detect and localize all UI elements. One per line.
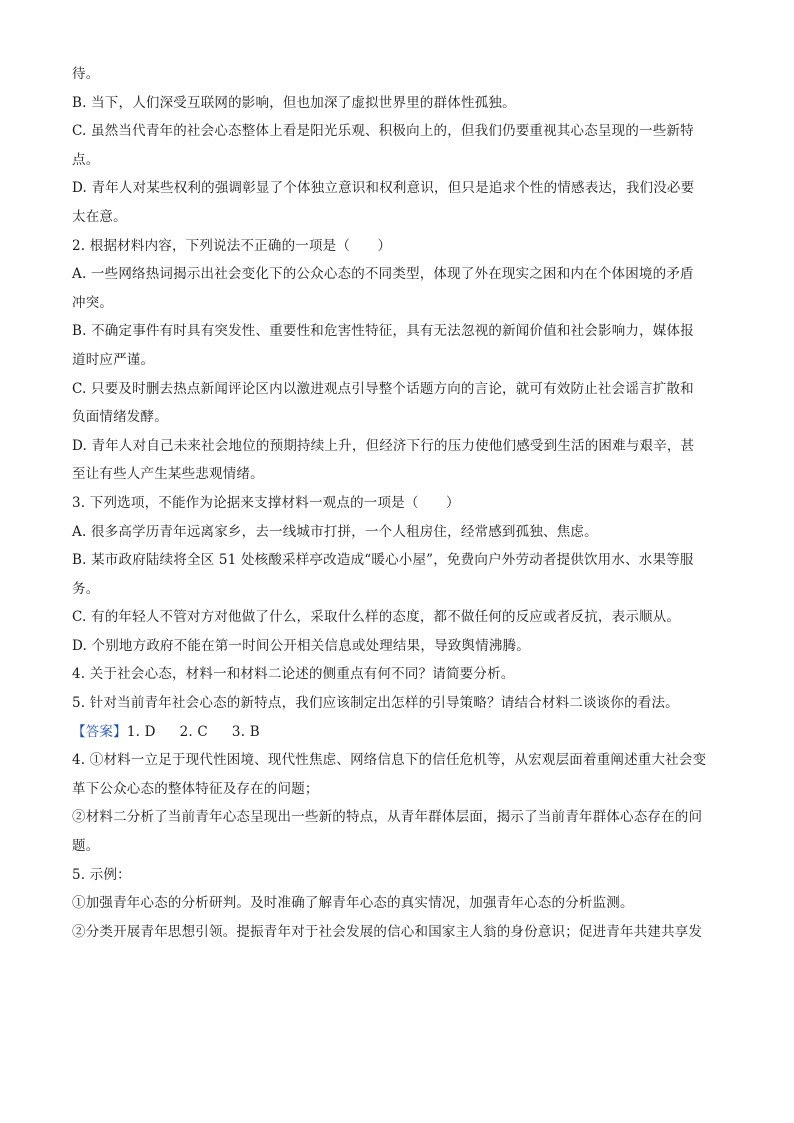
document-page <box>72 60 722 946</box>
option-b: B. 不确定事件有时具有突发性、重要性和危害性特征，具有无法忽视的新闻价值和社会影响力，媒体报 <box>72 323 694 340</box>
option-c: C. 只要及时删去热点新闻评论区内以激进观点引导整个话题方向的言论，就可有效防止社会谣言扩散和 <box>72 380 694 397</box>
text-line: 革下公众心态的整体特征及存在的问题； <box>72 780 319 797</box>
question-4: 4. 关于社会心态，材料一和材料二论述的侧重点有何不同？请简要分析。 <box>72 666 515 683</box>
answer-item: 1. D <box>126 723 156 740</box>
option-d: D. 青年人对某些权利的强调彰显了个体独立意识和权利意识，但只是追求个性的情感表达，我们没必要 <box>72 180 695 197</box>
text-line: 待。 <box>72 66 100 82</box>
option-a: A. 一些网络热词揭示出社会变化下的公众心态的不同类型，体现了外在现实之困和内在个体困境的矛盾 <box>72 266 694 283</box>
text-line: 至让有些人产生某些悲观情绪。 <box>72 466 264 483</box>
answer-5-point-2: ②分类开展青年思想引领。提振青年对于社会发展的信心和国家主人翁的身份意识；促进青年共建共享发 <box>72 923 703 940</box>
text-line: 道时应严谨。 <box>72 351 155 368</box>
text-line: 务。 <box>72 580 100 597</box>
text-line: 冲突。 <box>72 294 114 311</box>
answer-5-heading: 5. 示例： <box>72 866 131 883</box>
text-line: 点。 <box>72 151 100 168</box>
answer-item: 3. B <box>231 723 260 740</box>
answer-4-part-2: ②材料二分析了当前青年心态呈现出一些新的特点，从青年群体层面，揭示了当前青年群体心态存在的问 <box>72 809 703 826</box>
answer-5-point-1: ①加强青年心态的分析研判。及时准确了解青年心态的真实情况，加强青年心态的分析监测。 <box>72 895 634 912</box>
option-b: B. 某市政府陆续将全区 51 处核酸采样亭改造成“暖心小屋”，免费向户外劳动者提供饮用水、水果等服 <box>72 552 694 569</box>
answer-item: 2. C <box>179 723 208 740</box>
option-a: A. 很多高学历青年远离家乡，去一线城市打拼，一个人租房住，经常感到孤独、焦虑。 <box>72 523 598 540</box>
option-c: C. 虽然当代青年的社会心态整体上看是阳光乐观、积极向上的，但我们仍要重视其心态呈现的一些新特 <box>72 123 694 140</box>
text-line: 题。 <box>72 838 100 855</box>
text-line: 负面情绪发酵。 <box>72 409 168 426</box>
answer-tag: 【答案】 <box>72 723 127 740</box>
answer-4-part-1: 4. ①材料一立足于现代性困境、现代性焦虑、网络信息下的信任危机等，从宏观层面着重阐述重大社会变 <box>72 752 707 769</box>
option-b: B. 当下，人们深受互联网的影响，但也加深了虚拟世界里的群体性孤独。 <box>72 94 516 111</box>
option-d: D. 青年人对自己未来社会地位的预期持续上升，但经济下行的压力使他们感受到生活的困难与艰辛，甚 <box>72 437 695 454</box>
question-3: 3. 下列选项，不能作为论据来支撑材料一观点的一项是（ ） <box>72 494 460 511</box>
answer-line <box>72 718 722 747</box>
option-c: C. 有的年轻人不管对方对他做了什么，采取什么样的态度，都不做任何的反应或者反抗，表示顺从。 <box>72 609 681 626</box>
question-2: 2. 根据材料内容，下列说法不正确的一项是（ ） <box>72 237 392 254</box>
option-d: D. 个别地方政府不能在第一时间公开相关信息或处理结果，导致舆情沸腾。 <box>72 637 530 654</box>
text-line: 太在意。 <box>72 208 127 225</box>
question-5: 5. 针对当前青年社会心态的新特点，我们应该制定出怎样的引导策略？请结合材料二谈谈你的看法。 <box>72 695 679 712</box>
